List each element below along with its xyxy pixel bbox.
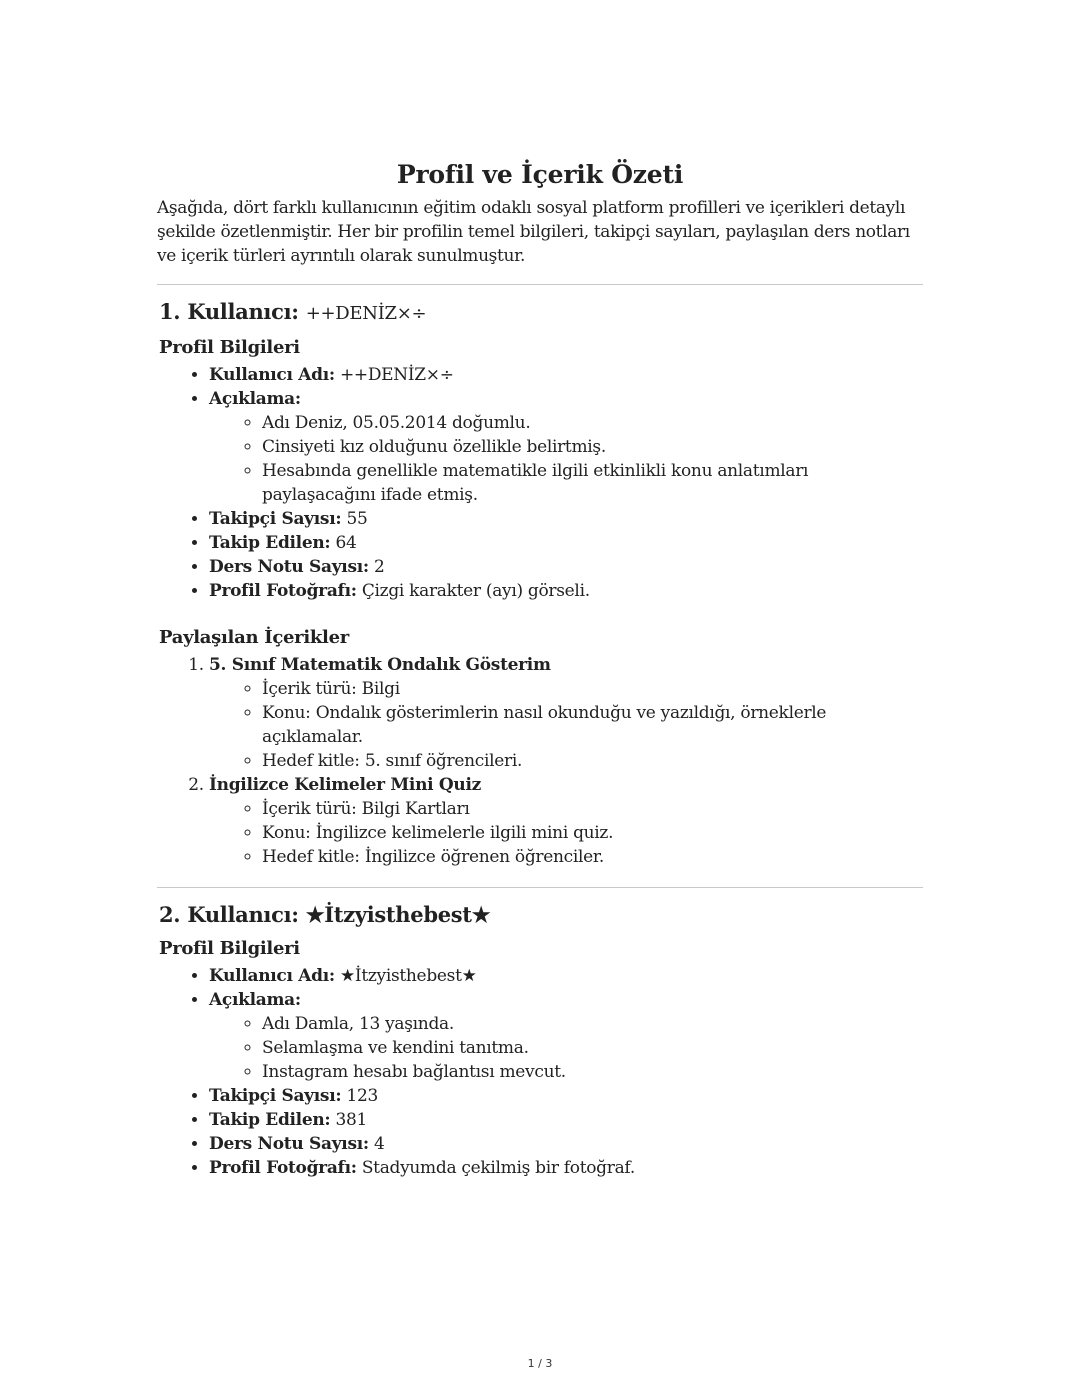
followers-item: • Takipçi Sayısı: 123 — [209, 1084, 923, 1108]
user-heading: 2. Kullanıcı: ★İtzyisthebest★ — [159, 902, 491, 927]
list-item: ◦ Hesabında genellikle matematikle ilgili etkinlikli konu anlatımları paylaşacağını ifade etmiş. — [262, 459, 923, 507]
list-item: ◦ Adı Damla, 13 yaşında. — [262, 1012, 923, 1036]
page-title: Profil ve İçerik Özeti — [396, 160, 684, 189]
notes-item: • Ders Notu Sayısı: 2 — [209, 555, 923, 579]
document-page — [157, 158, 923, 1180]
content-details — [209, 797, 923, 869]
divider — [157, 887, 923, 888]
list-item: ◦ Konu: İngilizce kelimelerle ilgili mini quiz. — [262, 821, 923, 845]
list-item: ◦ İçerik türü: Bilgi Kartları — [262, 797, 923, 821]
description-list — [209, 411, 923, 507]
shared-content-heading: Paylaşılan İçerikler — [159, 627, 349, 648]
profile-info-heading: Profil Bilgileri — [159, 337, 300, 358]
user-heading-username: ★İtzyisthebest★ — [305, 902, 491, 927]
notes-item: • Ders Notu Sayısı: 4 — [209, 1132, 923, 1156]
list-item: ◦ İçerik türü: Bilgi — [262, 677, 923, 701]
user-section-1 — [157, 297, 923, 869]
profile-info-list — [157, 363, 923, 603]
profile-info-list — [157, 964, 923, 1180]
shared-content-list — [157, 653, 923, 869]
content-item: 2. İngilizce Kelimeler Mini Quiz ◦ İçerik türü: Bilgi Kartları ◦ Konu: İngilizce kelimelerle ilgili mini quiz. ◦ Hedef kitle: İngilizce öğrenen öğrenciler. — [209, 773, 923, 869]
user-heading-username: ++DENİZ×÷ — [305, 303, 427, 324]
list-item: ◦ Cinsiyeti kız olduğunu özellikle belirtmiş. — [262, 435, 923, 459]
content-details — [209, 677, 923, 773]
followers-item: • Takipçi Sayısı: 55 — [209, 507, 923, 531]
description-list — [209, 1012, 923, 1084]
description-item: • Açıklama: ◦ Adı Deniz, 05.05.2014 doğumlu. ◦ Cinsiyeti kız olduğunu özellikle belirtmiş. ◦ Hesabında genellikle matematikle ilgili etkinlikli konu anlatımları paylaşacağını ifade etmiş. — [209, 387, 923, 507]
list-item: ◦ Instagram hesabı bağlantısı mevcut. — [262, 1060, 923, 1084]
page-number: 1 / 3 — [527, 1357, 553, 1370]
description-item: • Açıklama: ◦ Adı Damla, 13 yaşında. ◦ Selamlaşma ve kendini tanıtma. ◦ Instagram hesabı bağlantısı mevcut. — [209, 988, 923, 1084]
following-item: • Takip Edilen: 64 — [209, 531, 923, 555]
user-section-2 — [157, 900, 923, 1180]
username-item: • Kullanıcı Adı: ★İtzyisthebest★ — [209, 964, 923, 988]
list-item: ◦ Adı Deniz, 05.05.2014 doğumlu. — [262, 411, 923, 435]
photo-item: • Profil Fotoğrafı: Çizgi karakter (ayı) görseli. — [209, 579, 923, 603]
list-item: ◦ Hedef kitle: İngilizce öğrenen öğrenciler. — [262, 845, 923, 869]
intro-paragraph: Aşağıda, dört farklı kullanıcının eğitim odaklı sosyal platform profilleri ve içerikleri detaylı şekilde özetlenmiştir. Her bir profilin temel bilgileri, takipçi sayıları, paylaşılan ders notları ve içerik türleri ayrıntılı olarak sunulmuştur. — [157, 198, 910, 266]
following-item: • Takip Edilen: 381 — [209, 1108, 923, 1132]
photo-item: • Profil Fotoğrafı: Stadyumda çekilmiş bir fotoğraf. — [209, 1156, 923, 1180]
list-item: ◦ Hedef kitle: 5. sınıf öğrencileri. — [262, 749, 923, 773]
content-item: 1. 5. Sınıf Matematik Ondalık Gösterim ◦ İçerik türü: Bilgi ◦ Konu: Ondalık gösterimlerin nasıl okunduğu ve yazıldığı, örneklerle açıklamalar. ◦ Hedef kitle: 5. sınıf öğrencileri. — [209, 653, 923, 773]
divider — [157, 284, 923, 285]
list-item: ◦ Selamlaşma ve kendini tanıtma. — [262, 1036, 923, 1060]
list-item: ◦ Konu: Ondalık gösterimlerin nasıl okunduğu ve yazıldığı, örneklerle açıklamalar. — [262, 701, 923, 749]
profile-info-heading: Profil Bilgileri — [159, 938, 300, 959]
username-item: • Kullanıcı Adı: ++DENİZ×÷ — [209, 363, 923, 387]
user-heading: 1. Kullanıcı: ++DENİZ×÷ — [159, 299, 427, 324]
